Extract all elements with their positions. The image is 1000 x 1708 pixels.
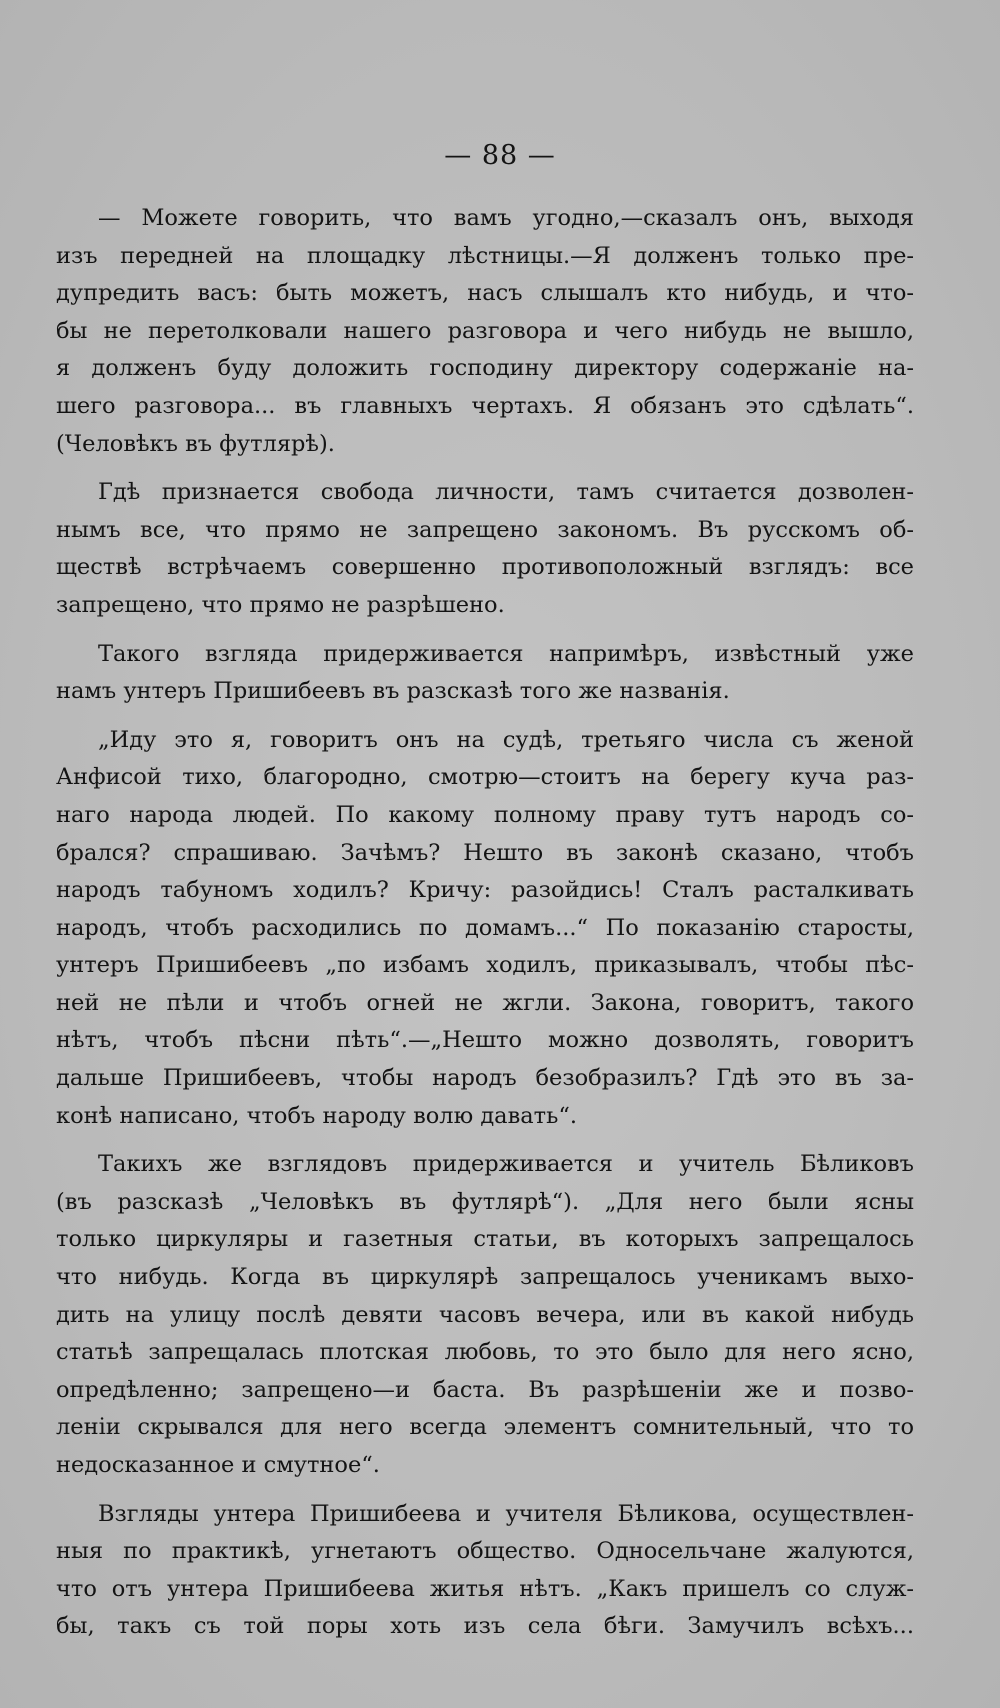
paragraph-6 bbox=[56, 1496, 914, 1646]
page-number: — 88 — bbox=[444, 140, 556, 171]
text-line: — Можете говорить, что вамъ угодно,—сказалъ онъ, выходя bbox=[98, 205, 914, 231]
text-line: нѣтъ, чтобъ пѣсни пѣть“.—„Нешто можно дозволять, говоритъ bbox=[56, 1027, 914, 1054]
text-line: запрещено, что прямо не разрѣшено. bbox=[56, 591, 505, 618]
text-line: опредѣленно; запрещено—и баста. Въ разрѣшенiи же и позво- bbox=[56, 1376, 914, 1403]
text-line: Гдѣ признается свобода личности, тамъ считается дозволен- bbox=[98, 479, 914, 506]
text-line: народъ, чтобъ расходились по домамъ...“ По показанiю старосты, bbox=[56, 914, 914, 941]
text-line: Такого взгляда придерживается напримѣръ, извѣстный уже bbox=[98, 640, 914, 667]
text-line: (въ разсказѣ „Человѣкъ въ футлярѣ“). „Для него были ясны bbox=[56, 1188, 914, 1215]
text-line: что отъ унтера Пришибеева житья нѣтъ. „Какъ пришелъ со служ- bbox=[56, 1575, 914, 1602]
text-line: Такихъ же взглядовъ придерживается и учитель Бѣликовъ bbox=[98, 1151, 914, 1178]
text-line: ленiи скрывался для него всегда элементъ сомнительный, что то bbox=[56, 1414, 914, 1441]
paragraph-1 bbox=[56, 200, 914, 463]
text-line: ныя по практикѣ, угнетаютъ общество. Односельчане жалуются, bbox=[56, 1538, 914, 1565]
text-line: ществѣ встрѣчаемъ совершенно противоположный взглядъ: все bbox=[56, 554, 914, 581]
text-line: недосказанное и смутное“. bbox=[56, 1452, 380, 1478]
text-line: бы не перетолковали нашего разговора и чего нибудь не вышло, bbox=[56, 317, 914, 344]
paragraph-2 bbox=[56, 474, 914, 624]
text-line: Анфисой тихо, благородно, смотрю—стоитъ на берегу куча раз- bbox=[56, 764, 914, 791]
text-line: намъ унтеръ Пришибеевъ въ разсказѣ того же названiя. bbox=[56, 678, 730, 705]
text-line: дить на улицу послѣ девяти часовъ вечера, или въ какой нибудь bbox=[56, 1301, 914, 1328]
text-line: унтеръ Пришибеевъ „по избамъ ходилъ, приказывалъ, чтобы пѣс- bbox=[56, 952, 914, 979]
text-line: дупредить васъ: быть можетъ, насъ слышалъ кто нибудь, и что- bbox=[56, 280, 914, 307]
text-line: я долженъ буду доложить господину директору содержанiе на- bbox=[56, 355, 914, 382]
text-line: Взгляды унтера Пришибеева и учителя Бѣликова, осуществлен- bbox=[98, 1500, 914, 1527]
text-line: изъ передней на площадку лѣстницы.—Я долженъ только пре- bbox=[56, 242, 914, 269]
text-line: ней не пѣли и чтобъ огней не жгли. Закона, говоритъ, такого bbox=[56, 989, 914, 1016]
text-line: статьѣ запрещалась плотская любовь, то это было для него ясно, bbox=[56, 1339, 914, 1366]
text-line: шего разговора... въ главныхъ чертахъ. Я обязанъ это сдѣлать“. bbox=[56, 392, 914, 419]
text-line: нымъ все, что прямо не запрещено закономъ. Въ русскомъ об- bbox=[56, 516, 914, 543]
text-line: брался? спрашиваю. Зачѣмъ? Нешто въ законѣ сказано, чтобъ bbox=[56, 839, 914, 866]
paragraph-5 bbox=[56, 1146, 914, 1484]
text-line: только циркуляры и газетныя статьи, въ которыхъ запрещалось bbox=[56, 1226, 914, 1253]
paragraph-3 bbox=[56, 636, 914, 711]
text-line: народъ табуномъ ходилъ? Кричу: разойдись! Сталъ расталкивать bbox=[56, 877, 914, 904]
text-line: дальше Пришибеевъ, чтобы народъ безобразилъ? Гдѣ это въ за- bbox=[56, 1065, 914, 1092]
paragraph-4 bbox=[56, 722, 914, 1136]
text-line: что нибудь. Когда въ циркулярѣ запрещалось ученикамъ выхо- bbox=[56, 1264, 914, 1291]
text-line: „Иду это я, говоритъ онъ на судѣ, третьяго числа съ женой bbox=[98, 726, 914, 753]
text-line: наго народа людей. По какому полному праву тутъ народъ со- bbox=[56, 801, 914, 828]
text-line: бы, такъ съ той поры хоть изъ села бѣги. Замучилъ всѣхъ... bbox=[56, 1613, 914, 1640]
text-line: конѣ написано, чтобъ народу волю давать“. bbox=[56, 1102, 578, 1129]
body-text bbox=[56, 200, 914, 1657]
text-line: (Человѣкъ въ футлярѣ). bbox=[56, 430, 335, 457]
